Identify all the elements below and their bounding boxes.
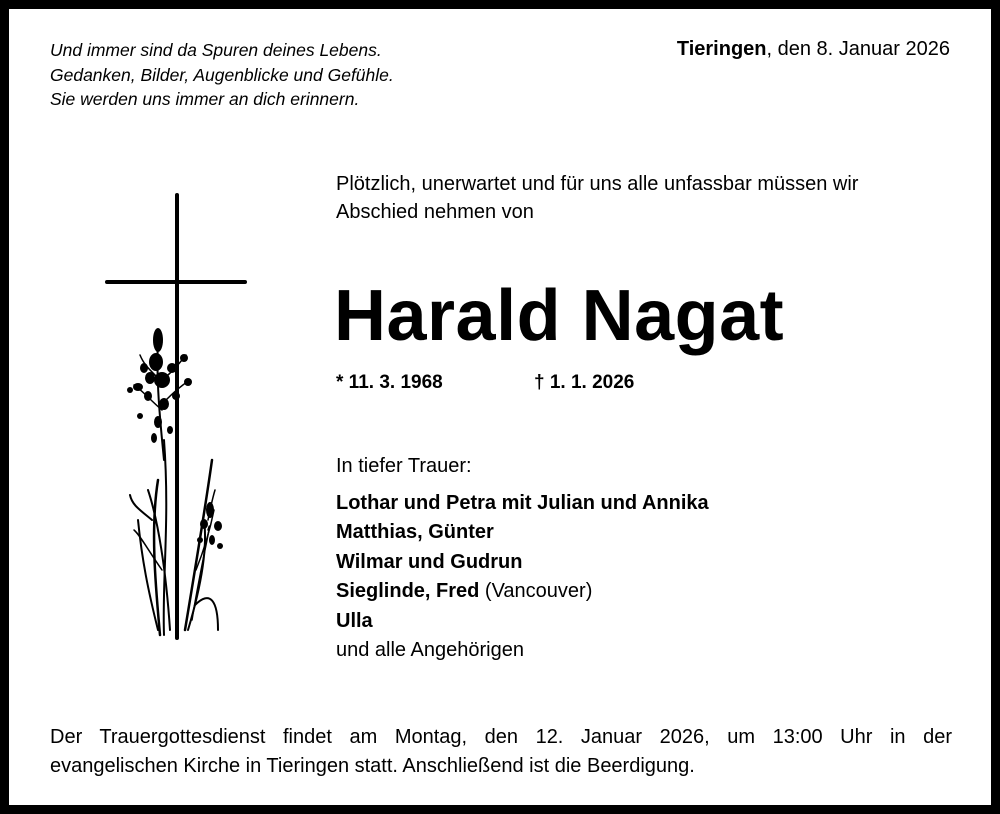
cross-with-grass-icon bbox=[100, 190, 260, 650]
intro-line: Plötzlich, unerwartet und für uns alle unfassbar müssen wir bbox=[336, 173, 859, 195]
mourners-closing: und alle Angehörigen bbox=[336, 639, 524, 662]
death-date: † 1. 1. 2026 bbox=[534, 372, 635, 393]
motto-line: Und immer sind da Spuren deines Lebens. bbox=[50, 40, 382, 60]
mourner-entry: Wilmar und Gudrun bbox=[336, 550, 523, 573]
date-text: , den 8. Januar 2026 bbox=[766, 38, 950, 60]
motto-verse bbox=[50, 38, 394, 112]
place-name: Tieringen bbox=[676, 38, 767, 60]
mourner-location-note: (Vancouver) bbox=[479, 580, 593, 603]
service-line: Der Trauergottesdienst findet am Montag, den 12. Januar 2026, um 13:00 Uhr in der bbox=[50, 726, 952, 748]
mourner-entry: Lothar und Petra mit Julian und Annika bbox=[336, 492, 709, 514]
motto-line: Gedanken, Bilder, Augenblicke und Gefühle. bbox=[50, 64, 394, 85]
life-dates bbox=[336, 371, 635, 395]
mourner-entry: Ulla bbox=[336, 609, 373, 632]
announcement-intro bbox=[336, 170, 858, 226]
funeral-service-notice bbox=[50, 723, 952, 781]
place-and-date bbox=[677, 36, 950, 62]
intro-line: Abschied nehmen von bbox=[336, 201, 534, 223]
mourner-entry bbox=[336, 577, 709, 606]
mourner-names: Sieglinde, Fred bbox=[336, 580, 480, 603]
motto-line: Sie werden uns immer an dich erinnern. bbox=[50, 89, 360, 109]
deceased-name: Harald Nagat bbox=[334, 276, 785, 356]
mourners-list bbox=[336, 489, 709, 665]
birth-date: * 11. 3. 1968 bbox=[336, 372, 443, 393]
mourning-intro: In tiefer Trauer: bbox=[336, 455, 472, 477]
mourner-entry: Matthias, Günter bbox=[336, 521, 494, 544]
service-line: evangelischen Kirche in Tieringen statt. Anschließend ist die Beerdigung. bbox=[50, 755, 695, 777]
